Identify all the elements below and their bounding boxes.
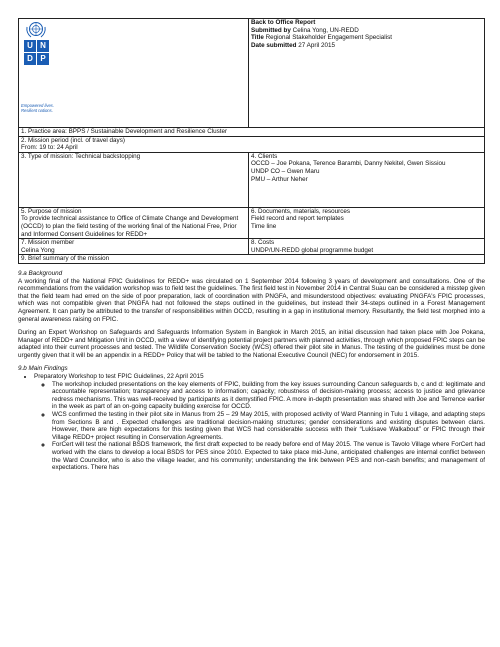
purpose-value: To provide technical assistance to Office of Climate Change and Development (OCCD) to plan the field testing of the working final of the National Free, Prior and Informed Consent Guidelines for REDD+	[21, 215, 239, 238]
tagline-line-1: Empowered lives.	[21, 103, 55, 108]
tagline-line-2: Resilient nations.	[21, 108, 53, 113]
mission-type-cell: 3. Type of mission: Technical backstopping	[19, 152, 249, 207]
mission-period-value: From: 19 to: 24 April	[21, 144, 78, 152]
logo-letter: P	[37, 53, 49, 65]
findings-subitem: ◦ WCS confirmed the testing in their pilot site in Manus from 25 – 29 May 2015, with proposed activity of Ward Planning in Tulu 1 village, and adapting steps from Sections B and . Expected challenges are traditional decision-making structures; gender considerations and existing disputes between clans. However, there are high expectations for this testing given that WCS had considerable success with their “Lukisave Walkabout” or FPIC through their Village REDD+ project resulting in Conservation Agreements.	[52, 411, 485, 441]
mission-member-cell	[19, 239, 249, 255]
findings-bullet	[34, 373, 485, 472]
date-submitted-value: 27 April 2015	[298, 41, 335, 49]
practice-area-cell: 1. Practice area: BPPS / Sustainable Development and Resilience Cluster	[19, 128, 485, 137]
mission-period-cell	[19, 136, 485, 152]
un-emblem-icon	[25, 21, 47, 39]
background-paragraph-1: A working final of the National FPIC Guidelines for REDD+ was circulated on 1 September 2014 following 3 years of development and consultations. One of the recommendations from the validation workshop was to field test the guidelines. The first field test in November 2014 in Central Suau can be considered a misstep given that the field team had erred on the side of poor preparation, lack of coordination with PNGFA, and misunderstood objectives: evaluating PNGFA's FPIC processes, which was not compatible given that PNGFA had not followed the steps outlined in the guidelines, but instead their 34-steps outlined in a Forest Management Agreement. It can partly be attributed to the transfer of responsibilities within OCCD, resulting in a gap in institutional memory. Resultantly, the field test morphed into a general awareness raising on FPIC.	[18, 277, 485, 323]
purpose-label: 5. Purpose of mission	[21, 207, 82, 215]
submitted-by-label: Submitted by	[251, 26, 291, 34]
findings-subitem: ◦ ForCert will test the national BSDS framework, the first draft expected to be ready before end of May 2015. The venue is Tavolo Village where ForCert had worked with the clans to develop a local BSDS for PES since 2010. Expected to take place mid-June, anticipated challenges are internal conflict between the Ward Councillor, who is also the village leader, and his community; understanding the link between PES and non-cash benefits; and management of expectations. There has	[52, 441, 485, 471]
date-submitted-label: Date submitted	[251, 41, 297, 49]
background-paragraph-2: During an Expert Workshop on Safeguards and Safeguards Information System in Bangkok in March 2015, an initial discussion had taken place with Joe Pokana, Manager of REDD+ and Mitigation Unit in OCCD, with a view of identifying potential project partners with planned activities, through which proposed FPIC steps can be adapted into their current processes and tested. The Wildlife Conservation Society (WCS) offered their pilot site in Manus. The testing of the guidelines must be done urgently given that it will be an appendix in a REDD+ Policy that will be tabled to the National Executive Council (NEC) for endorsement in 2015.	[18, 329, 485, 359]
client-undp-co: UNDP CO – Gwen Maru	[251, 167, 320, 175]
brief-summary-cell: 9. Brief summary of the mission	[19, 255, 485, 264]
report-title: Back to Office Report	[251, 19, 316, 26]
mission-member-value: Celina Yong	[21, 246, 55, 254]
logo-letter: D	[24, 53, 36, 65]
findings-subitem: ◦ The workshop included presentations on the key elements of FPIC, building from the key issues surrounding Cancun safeguards b, c and d: legitimate and accountable representation; transparency and access to information; capacity; robustness of decision-making process; access to justice and grievance redress mechanisms. This was well-received by participants as it demystified FPIC. A more in-depth presentation was shared with Joe and Terrence earlier in the week as part of an on-going capacity building exercise for OCCD.	[52, 381, 485, 411]
undp-letters	[24, 40, 48, 65]
report-body	[18, 270, 485, 472]
costs-label: 8. Costs	[251, 239, 275, 247]
undp-logo	[21, 21, 51, 65]
client-occd: OCCD – Joe Pokana, Terence Barambi, Danny Nekitel, Gwen Sissiou	[251, 160, 446, 168]
mission-member-label: 7. Mission member	[21, 239, 75, 247]
documents-label: 6. Documents, materials, resources	[251, 207, 351, 215]
purpose-cell	[19, 207, 249, 238]
report-header-cell	[249, 19, 485, 128]
logo-letter: U	[24, 40, 36, 52]
clients-label: 4. Clients	[251, 152, 278, 160]
background-heading: 9.a Background	[18, 269, 63, 277]
costs-value: UNDP/UN-REDD global programme budget	[251, 246, 374, 254]
findings-sublist	[34, 381, 485, 472]
document-item: Time line	[251, 222, 277, 230]
submitted-by-value: Celina Yong, UN-REDD	[292, 26, 359, 34]
report-form-table	[18, 18, 485, 264]
client-pmu: PMU – Arthur Neher	[251, 175, 308, 183]
report-page	[18, 18, 485, 472]
findings-bullet-text: Preparatory Workshop to test FPIC Guidelines, 22 April 2015	[34, 373, 204, 381]
logo-tagline	[21, 103, 54, 113]
title-value: Regional Stakeholder Engagement Specialist	[265, 34, 392, 42]
documents-cell	[249, 207, 485, 238]
logo-letter: N	[37, 40, 49, 52]
document-item: Field record and report templates	[251, 215, 344, 223]
logo-cell	[19, 19, 249, 128]
mission-period-label: 2. Mission period (incl. of travel days)	[21, 136, 125, 144]
clients-cell	[249, 152, 485, 207]
title-label: Title	[251, 34, 264, 42]
findings-heading: 9.b Main Findings	[18, 365, 68, 373]
findings-list	[18, 373, 485, 472]
costs-cell	[249, 239, 485, 255]
